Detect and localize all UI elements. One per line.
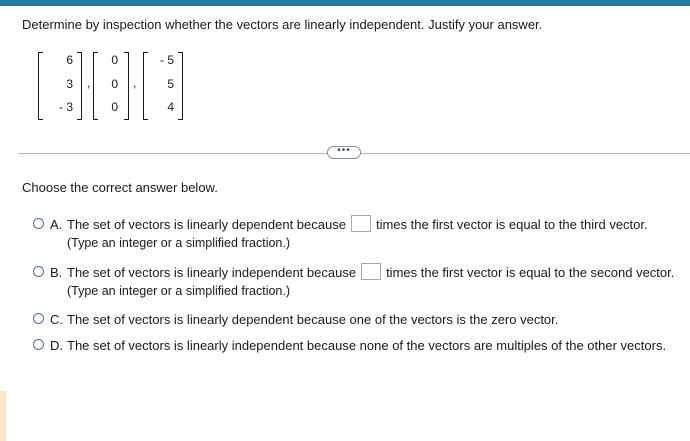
vector-separator: ,: [87, 76, 91, 90]
option-a-letter: A.: [50, 217, 63, 232]
left-bracket: [143, 52, 148, 120]
vector-2: [93, 52, 137, 120]
right-bracket: [124, 52, 129, 120]
option-d-letter: D.: [50, 338, 63, 353]
option-b-text-before: The set of vectors is linearly independent because: [67, 265, 357, 280]
right-bracket: [178, 52, 183, 120]
option-b-text-after: times the first vector is equal to the second vector.: [386, 265, 675, 280]
vector-2-entry-3: 0: [111, 100, 118, 114]
option-a-hint: (Type an integer or a simplified fraction.): [67, 236, 291, 250]
option-a-text: [67, 217, 648, 234]
question-text: Determine by inspection whether the vectors are linearly independent. Justify your answer.: [22, 17, 543, 32]
vector-2-entry-1: 0: [111, 53, 118, 67]
vector-3: [143, 52, 183, 120]
vector-1-entry-3: - 3: [58, 100, 73, 114]
option-a-text-before: The set of vectors is linearly dependent because: [67, 217, 346, 232]
option-b-answer-input[interactable]: [361, 263, 381, 280]
option-b-radio[interactable]: [33, 266, 44, 277]
option-d-radio[interactable]: [33, 339, 44, 350]
option-d-text: The set of vectors is linearly independent because none of the vectors are multiples of the other vectors.: [67, 338, 667, 353]
vector-1-entry-2: 3: [66, 77, 73, 91]
left-bracket: [93, 52, 98, 120]
left-edge-strip: [0, 391, 6, 441]
vector-1-entry-1: 6: [66, 53, 73, 67]
right-bracket: [77, 52, 82, 120]
option-b-letter: B.: [50, 265, 63, 280]
option-c-radio[interactable]: [33, 313, 44, 324]
option-b-hint: (Type an integer or a simplified fraction.): [67, 284, 291, 298]
more-options-button[interactable]: •••: [327, 146, 361, 159]
vector-2-entry-2: 0: [111, 77, 118, 91]
option-a-answer-input[interactable]: [351, 215, 371, 232]
vector-separator: ,: [133, 76, 137, 90]
choose-prompt: Choose the correct answer below.: [22, 180, 218, 195]
vector-3-entry-2: 5: [167, 77, 174, 91]
vector-3-entry-1: - 5: [159, 53, 174, 67]
option-c-text: The set of vectors is linearly dependent because one of the vectors is the zero vector.: [67, 312, 559, 327]
vector-3-entry-3: 4: [167, 100, 174, 114]
option-c-letter: C.: [50, 312, 63, 327]
left-bracket: [38, 52, 43, 120]
option-b-text: [67, 265, 674, 282]
top-accent-bar: [0, 0, 690, 6]
option-a-text-after: times the first vector is equal to the third vector.: [375, 217, 648, 232]
vector-1: [38, 52, 91, 120]
option-a-radio[interactable]: [33, 218, 44, 229]
